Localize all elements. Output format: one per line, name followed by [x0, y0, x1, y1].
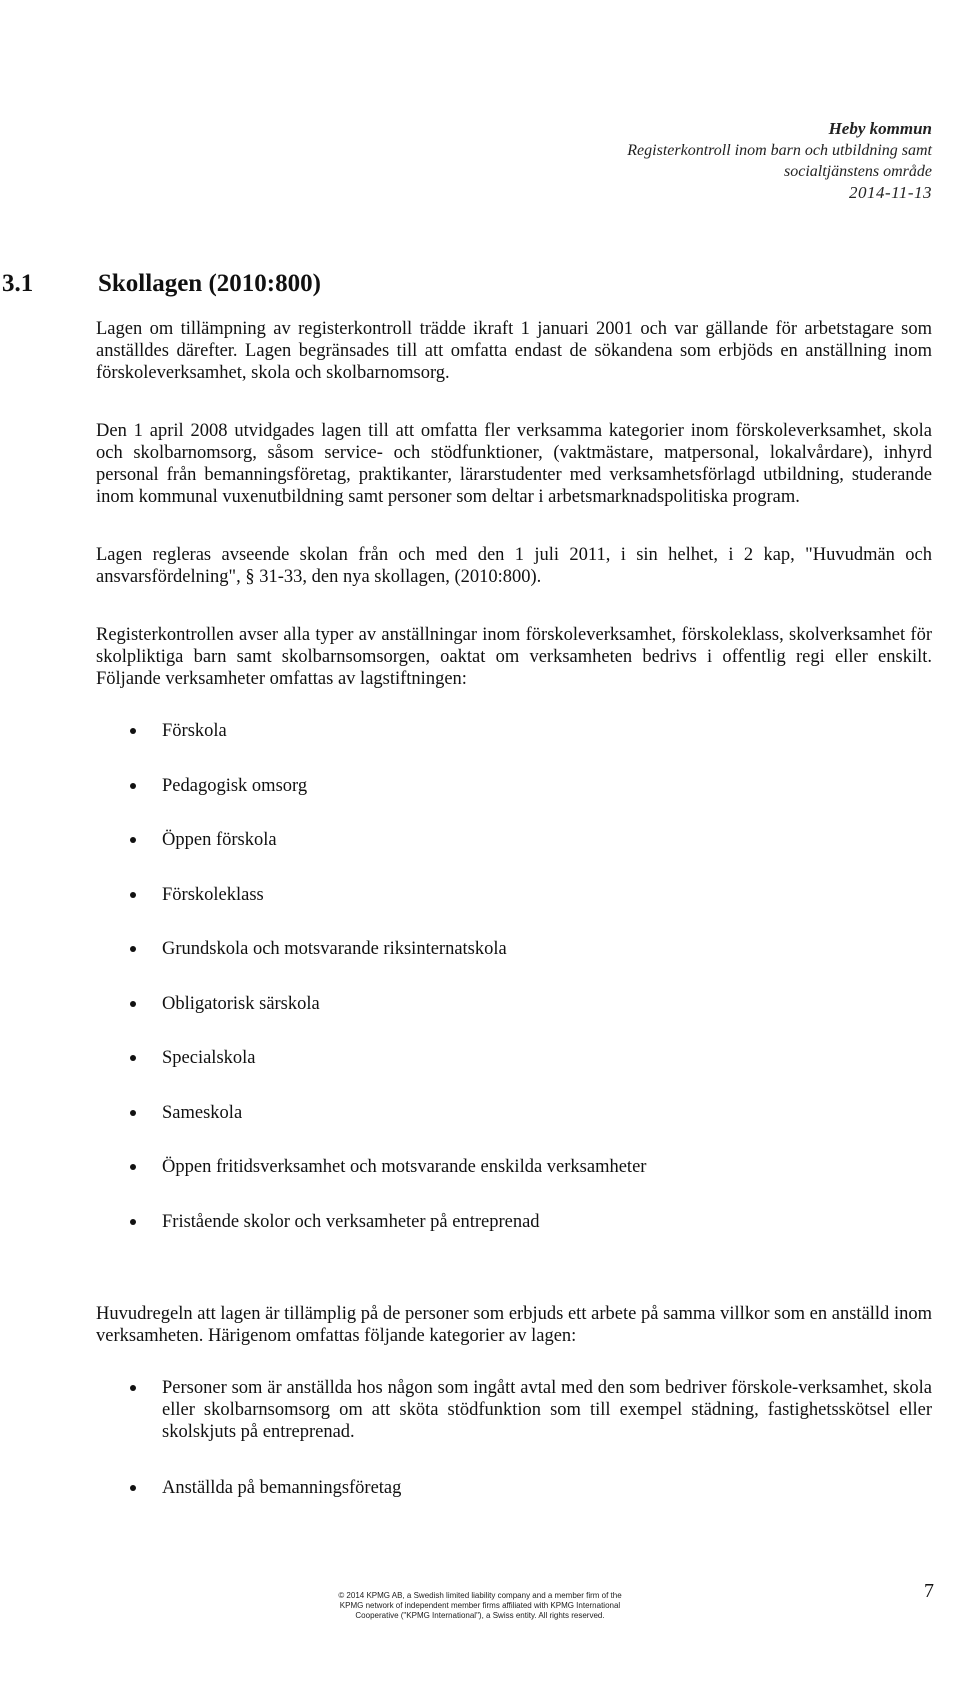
section-title: Skollagen (2010:800) — [98, 270, 321, 297]
paragraph: Lagen regleras avseende skolan från och med den 1 juli 2011, i sin helhet, i 2 kap, "Huvudmän och ansvarsfördelning", § 31-33, den nya skollagen, (2010:800). — [96, 545, 932, 587]
list-item: Anställda på bemanningsföretag — [96, 1477, 932, 1499]
paragraph: Huvudregeln att lagen är tillämplig på de personer som erbjuds ett arbete på samma villkor som en anställd inom verksamheten. Härigenom omfattas följande kategorier av lagen: — [96, 1304, 932, 1346]
list-item: Specialskola — [96, 1047, 932, 1102]
categories-list — [96, 1377, 932, 1499]
list-item: Sameskola — [96, 1102, 932, 1157]
list-item: Grundskola och motsvarande riksinternatskola — [96, 938, 932, 993]
list-item: Fristående skolor och verksamheter på entreprenad — [96, 1211, 932, 1266]
header-organization: Heby kommun — [828, 119, 932, 138]
section-body — [96, 318, 932, 1533]
section-number: 3.1 — [2, 270, 34, 297]
list-item: Förskola — [96, 720, 932, 775]
list-item: Öppen förskola — [96, 829, 932, 884]
list-item: Pedagogisk omsorg — [96, 775, 932, 830]
header-date: 2014-11-13 — [848, 183, 932, 202]
section-heading — [0, 270, 900, 298]
paragraph: Lagen om tillämpning av registerkontroll trädde ikraft 1 januari 2001 och var gällande för arbetstagare som anställdes därefter. Lagen begränsades till att omfatta endast de sökandena som erbjöds en anställning inom förskoleverksamhet, skola och skolbarnomsorg. — [96, 319, 932, 383]
page-number: 7 — [924, 1580, 934, 1602]
paragraph: Registerkontrollen avser alla typer av anställningar inom förskoleverksamhet, förskoleklass, skolverksamhet för skolpliktiga barn samt skolbarnsomsorgen, oaktat om verksamheten bedrivs i offentlig regi eller enskilt. Följande verksamheter omfattas av lagstiftningen: — [96, 625, 932, 689]
paragraph: Den 1 april 2008 utvidgades lagen till att omfatta fler verksamma kategorier inom förskoleverksamhet, skola och skolbarnomsorg, såsom service- och stödfunktioner, (vaktmästare, matpersonal, lokalvårdare), inhyrd personal från bemanningsföretag, praktikanter, lärarstudenter med verksamhetsförlagd utbildning, studerande inom kommunal vuxenutbildning samt personer som deltar i arbetsmarknadspolitiska program. — [96, 421, 932, 507]
header-document-title-line1: Registerkontroll inom barn och utbildning samt — [627, 142, 932, 159]
list-item: Personer som är anställda hos någon som ingått avtal med den som bedriver förskole-verksamhet, skola eller skolbarnsomsorg om att sköta stödfunktion som till exempel städning, fastighetsskötsel eller skolskjuts på entreprenad. — [96, 1377, 932, 1443]
activities-list — [96, 720, 932, 1265]
list-item: Förskoleklass — [96, 884, 932, 939]
header-document-title-line2: socialtjänstens område — [784, 163, 932, 180]
page-header — [332, 118, 932, 204]
page-footer — [210, 1591, 750, 1621]
footer-line: © 2014 KPMG AB, a Swedish limited liability company and a member firm of the — [338, 1591, 622, 1600]
footer-line: KPMG network of independent member firms affiliated with KPMG International — [339, 1601, 621, 1610]
footer-line: Cooperative ("KPMG International"), a Swiss entity. All rights reserved. — [355, 1611, 605, 1620]
list-item: Obligatorisk särskola — [96, 993, 932, 1048]
list-item: Öppen fritidsverksamhet och motsvarande enskilda verksamheter — [96, 1156, 932, 1211]
